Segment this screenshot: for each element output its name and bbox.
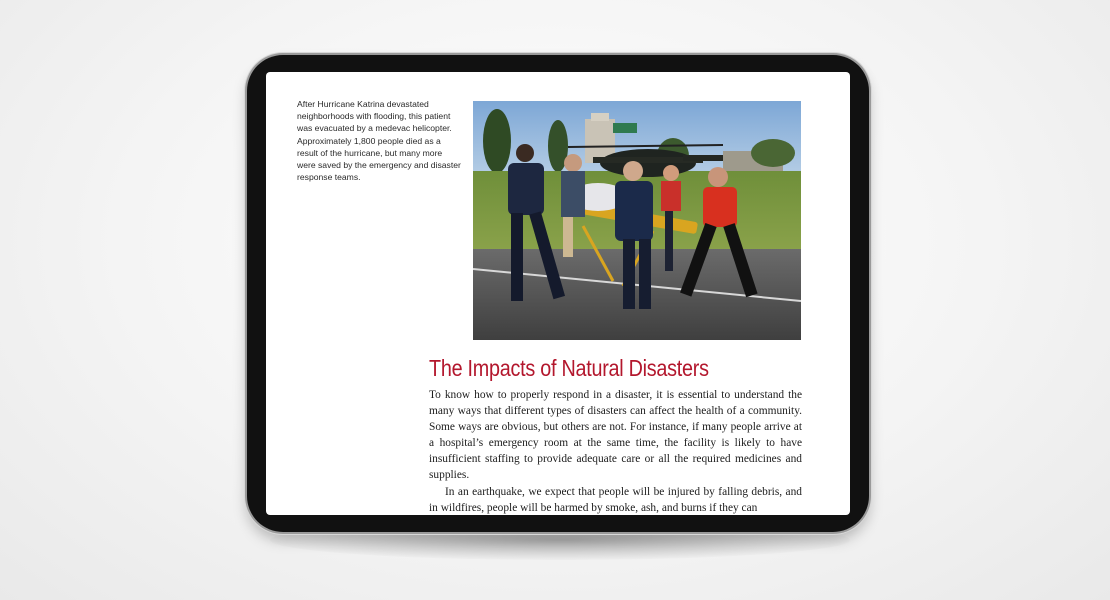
tablet-device xyxy=(247,55,869,532)
evacuation-photo xyxy=(473,101,801,340)
tablet-screen[interactable] xyxy=(266,72,850,515)
evacuation-photo-illustration xyxy=(473,101,801,340)
photo-caption: After Hurricane Katrina devastated neighborhoods with flooding, this patient was evacuated by a medevac helicopter. Approximately 1,800 people died as a result of the hurricane, but many more were saved by the emergency and disaster response teams. xyxy=(297,99,461,183)
paragraph: To know how to properly respond in a disaster, it is essential to understand the many ways that different types of disasters can affect the health of a community. Some ways are obvious, but others are not. For instance, if many people arrive at a hospital’s emergency room at the same time, the facility is likely to have insufficient staffing to provide adequate care or all the required medicines and supplies. xyxy=(429,389,802,482)
body-text xyxy=(429,387,802,515)
paragraph: In an earthquake, we expect that people will be injured by falling debris, and in wildfires, people will be harmed by smoke, ash, and burns if they can xyxy=(429,485,802,514)
section-title: The Impacts of Natural Disasters xyxy=(429,355,709,381)
